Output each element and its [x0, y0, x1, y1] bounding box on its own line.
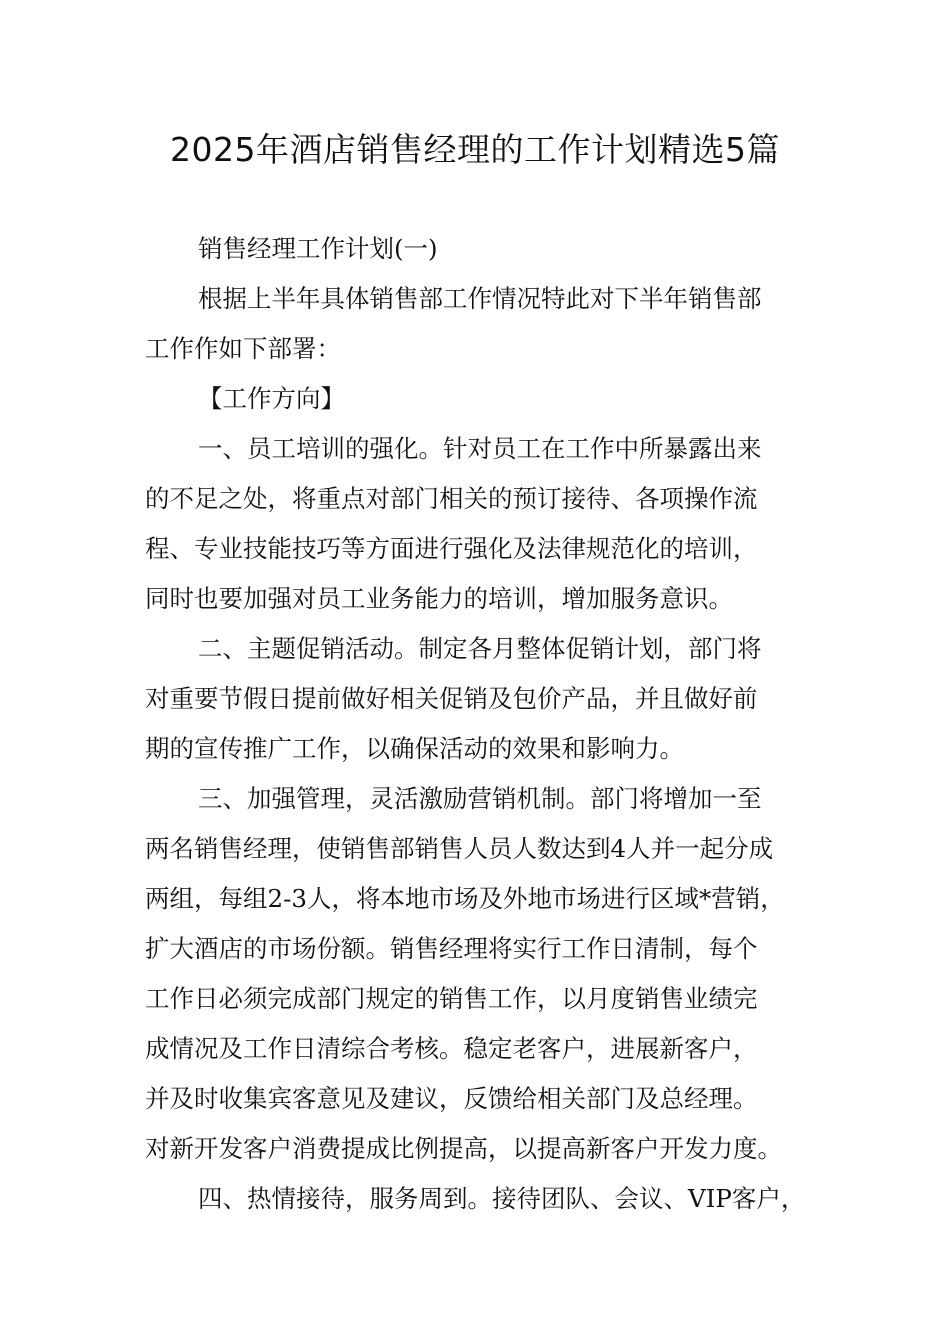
body-line: 扩大酒店的市场份额。销售经理将实行工作日清制，每个: [145, 934, 758, 963]
body-line: 的不足之处，将重点对部门相关的预订接待、各项操作流: [145, 484, 758, 513]
document-title: 2025年酒店销售经理的工作计划精选5篇: [170, 130, 780, 169]
section-heading: 【工作方向】: [198, 384, 345, 413]
body-line: 两名销售经理，使销售部销售人员人数达到4人并一起分成: [145, 834, 774, 863]
body-line: 两组，每组2-3人，将本地市场及外地市场进行区域*营销，: [145, 884, 785, 913]
body-line: 工作作如下部署：: [145, 334, 341, 363]
body-line: 一、员工培训的强化。针对员工在工作中所暴露出来: [198, 434, 762, 463]
body-line: 二、主题促销活动。制定各月整体促销计划，部门将: [198, 634, 762, 663]
body-line: 工作日必须完成部门规定的销售工作，以月度销售业绩完: [145, 984, 758, 1013]
body-line: 对重要节假日提前做好相关促销及包价产品，并且做好前: [145, 684, 758, 713]
body-line: 成情况及工作日清综合考核。稳定老客户，进展新客户，: [145, 1034, 758, 1063]
body-line: 根据上半年具体销售部工作情况特此对下半年销售部: [198, 284, 762, 313]
body-line: 程、专业技能技巧等方面进行强化及法律规范化的培训，: [145, 534, 758, 563]
body-line: 对新开发客户消费提成比例提高，以提高新客户开发力度。: [145, 1134, 782, 1163]
body-line: 同时也要加强对员工业务能力的培训，增加服务意识。: [145, 584, 733, 613]
body-line: 并及时收集宾客意见及建议，反馈给相关部门及总经理。: [145, 1084, 758, 1113]
body-line: 期的宣传推广工作，以确保活动的效果和影响力。: [145, 734, 684, 763]
body-line: 销售经理工作计划(一): [198, 234, 438, 263]
document-body: [145, 224, 835, 1224]
body-line: 三、加强管理，灵活激励营销机制。部门将增加一至: [198, 784, 762, 813]
body-line: 四、热情接待，服务周到。接待团队、会议、VIP客户，: [198, 1184, 806, 1213]
